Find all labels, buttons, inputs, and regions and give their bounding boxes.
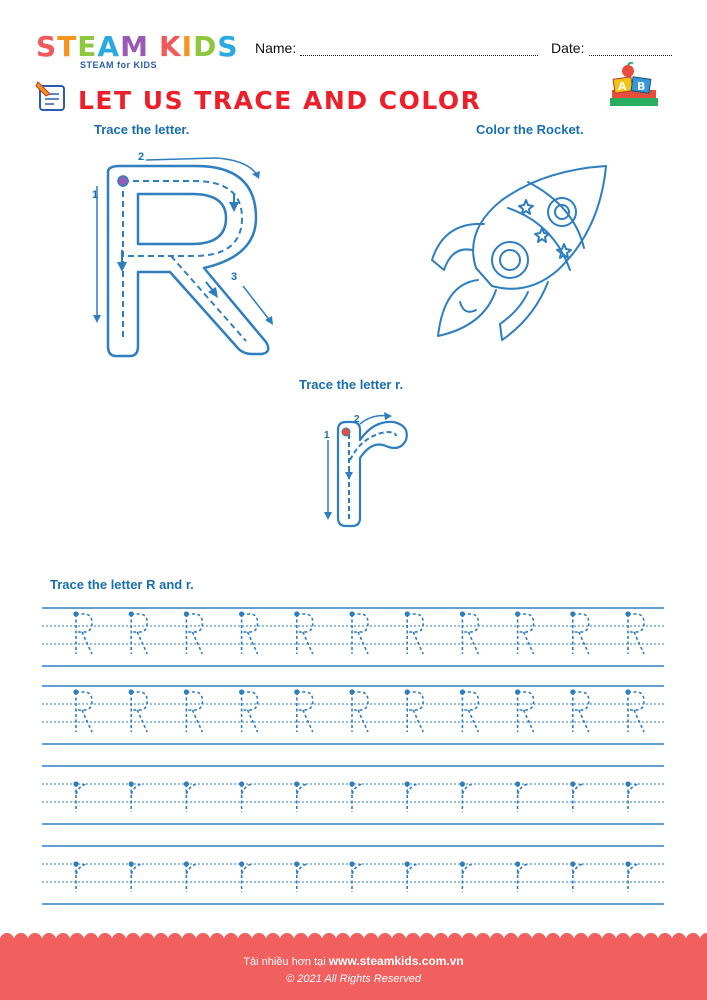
practice-letter[interactable] xyxy=(515,689,534,732)
logo-letter: S xyxy=(217,30,239,63)
name-label: Name: xyxy=(255,40,297,56)
pencil-paper-icon xyxy=(34,80,70,114)
books-abc-icon xyxy=(606,62,662,112)
lowercase-r-guide xyxy=(316,410,416,532)
practice-letter[interactable] xyxy=(625,611,644,654)
practice-letter[interactable] xyxy=(184,689,203,732)
practice-letter[interactable] xyxy=(129,611,148,654)
practice-letter[interactable] xyxy=(184,861,199,892)
logo-tagline: STEAM for KIDS xyxy=(80,60,158,70)
uppercase-r-guide xyxy=(86,146,286,358)
logo-letter: T xyxy=(57,30,78,63)
practice-letter[interactable] xyxy=(515,861,530,892)
practice-letter[interactable] xyxy=(405,611,424,654)
logo-letter xyxy=(149,30,159,63)
practice-letter[interactable] xyxy=(73,689,92,732)
step-3-number: 3 xyxy=(231,271,238,283)
name-field[interactable] xyxy=(300,54,538,56)
practice-letter[interactable] xyxy=(625,689,644,732)
badge-letter-b: B xyxy=(637,80,646,93)
practice-letter[interactable] xyxy=(405,861,420,892)
practice-letter[interactable] xyxy=(570,781,585,812)
practice-letter[interactable] xyxy=(625,781,640,812)
rocket-coloring-image[interactable] xyxy=(424,160,624,344)
step-1-number: 1 xyxy=(92,189,99,201)
practice-tracing-area[interactable] xyxy=(0,596,707,916)
steam-kids-logo xyxy=(36,30,239,72)
practice-letter[interactable] xyxy=(570,861,585,892)
practice-letter[interactable] xyxy=(294,861,309,892)
practice-letter[interactable] xyxy=(239,781,254,812)
practice-letter[interactable] xyxy=(73,861,88,892)
color-rocket-label: Color the Rocket. xyxy=(476,122,584,137)
step-1-number: 1 xyxy=(324,430,330,441)
practice-letter[interactable] xyxy=(129,781,144,812)
practice-letter[interactable] xyxy=(460,781,475,812)
page-title: LET US TRACE AND COLOR xyxy=(78,86,482,115)
practice-letter[interactable] xyxy=(349,861,364,892)
practice-letter[interactable] xyxy=(570,689,589,732)
practice-letter[interactable] xyxy=(239,611,258,654)
logo-letter: D xyxy=(193,30,218,63)
logo-letter: S xyxy=(36,30,58,63)
step-2-number: 2 xyxy=(354,414,360,425)
practice-letter[interactable] xyxy=(239,689,258,732)
practice-letter[interactable] xyxy=(460,861,475,892)
practice-letter[interactable] xyxy=(405,689,424,732)
logo-letter: M xyxy=(120,30,149,63)
practice-letter[interactable] xyxy=(460,611,479,654)
logo-letter: K xyxy=(158,30,182,63)
practice-letter[interactable] xyxy=(184,781,199,812)
practice-letter[interactable] xyxy=(129,689,148,732)
logo-letter: I xyxy=(181,30,194,63)
date-label: Date: xyxy=(551,40,585,56)
practice-letter[interactable] xyxy=(515,781,530,812)
trace-upper-label: Trace the letter. xyxy=(94,122,190,137)
practice-letter[interactable] xyxy=(405,781,420,812)
practice-letter[interactable] xyxy=(515,611,534,654)
logo-letter: A xyxy=(97,30,121,63)
practice-letter[interactable] xyxy=(73,781,88,812)
practice-letter[interactable] xyxy=(349,781,364,812)
website-link[interactable]: www.steamkids.com.vn xyxy=(328,954,464,968)
trace-both-label: Trace the letter R and r. xyxy=(50,577,194,592)
practice-letter[interactable] xyxy=(349,611,368,654)
trace-lower-label: Trace the letter r. xyxy=(299,377,404,392)
practice-letter[interactable] xyxy=(73,611,92,654)
practice-letter[interactable] xyxy=(294,689,313,732)
practice-letter[interactable] xyxy=(239,861,254,892)
practice-letter[interactable] xyxy=(129,861,144,892)
practice-letter[interactable] xyxy=(294,781,309,812)
practice-letter[interactable] xyxy=(460,689,479,732)
practice-letter[interactable] xyxy=(184,611,203,654)
practice-letter[interactable] xyxy=(625,861,640,892)
practice-letter[interactable] xyxy=(349,689,368,732)
date-field[interactable] xyxy=(589,54,672,56)
footer-copyright: © 2021 All Rights Reserved xyxy=(286,973,421,985)
logo-wordmark xyxy=(36,30,239,63)
footer-download-line xyxy=(0,954,707,968)
footer-band xyxy=(0,938,707,1000)
practice-letter[interactable] xyxy=(570,611,589,654)
badge-letter-a: A xyxy=(618,80,627,93)
practice-letter[interactable] xyxy=(294,611,313,654)
logo-letter: E xyxy=(77,30,98,63)
step-2-number: 2 xyxy=(138,151,145,163)
download-text: Tải nhiều hơn tại xyxy=(243,956,326,968)
